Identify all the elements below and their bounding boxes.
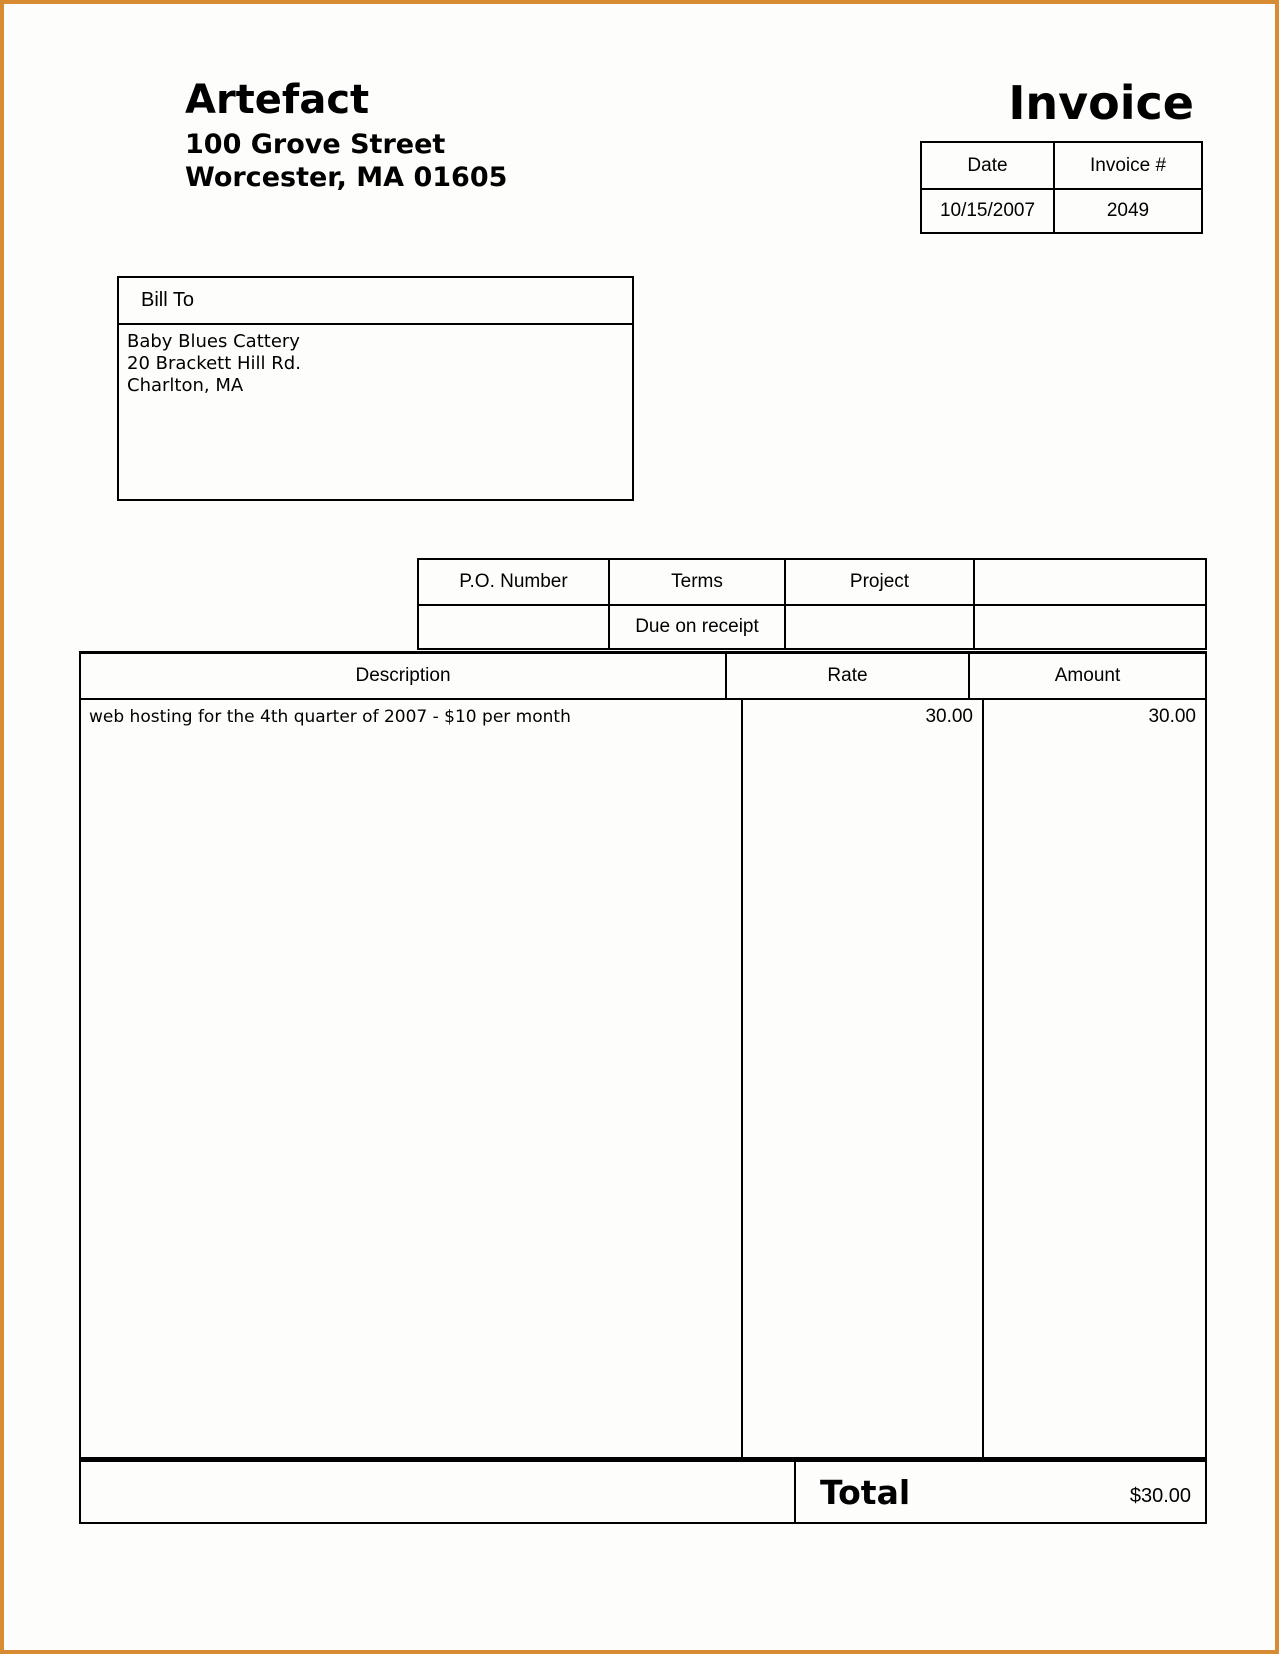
line-items-table (79, 651, 1207, 1459)
invoice-meta-table (920, 141, 1203, 234)
invoice-meta-header-row (922, 143, 1201, 190)
total-label: Total (820, 1472, 911, 1512)
project-header: Project (784, 560, 973, 604)
bill-to-address (119, 325, 632, 403)
rate-header: Rate (725, 654, 968, 698)
total-row (79, 1459, 1207, 1524)
line-item-row (81, 700, 1205, 1457)
extra-value (973, 606, 1205, 648)
po-number-header: P.O. Number (459, 571, 568, 592)
invoice-meta-value-row (922, 190, 1201, 232)
line-item-rate: 30.00 (741, 700, 982, 1457)
company-name: Artefact (185, 77, 370, 123)
line-items-header-row (81, 654, 1205, 700)
company-address-line1: 100 Grove Street (185, 129, 446, 160)
po-terms-table (417, 558, 1207, 650)
date-value: 10/15/2007 (939, 200, 1036, 221)
description-header: Description (355, 665, 451, 686)
bill-to-line2: 20 Brackett Hill Rd. (127, 353, 301, 374)
total-value: $30.00 (1129, 1484, 1191, 1507)
line-item-description: web hosting for the 4th quarter of 2007 - $10 per month (89, 707, 571, 727)
total-cell (796, 1462, 1205, 1522)
line-item-amount: 30.00 (982, 700, 1205, 1457)
bill-to-label: Bill To (119, 278, 632, 325)
total-row-empty-cell (81, 1462, 796, 1522)
invoice-number-header: Invoice # (1053, 143, 1201, 188)
bill-to-box (117, 276, 634, 501)
bill-to-line1: Baby Blues Cattery (127, 331, 300, 352)
po-number-value (419, 606, 608, 648)
bill-to-line3: Charlton, MA (127, 375, 244, 396)
po-terms-value-row (419, 606, 1205, 648)
project-value (784, 606, 973, 648)
po-terms-header-row (419, 560, 1205, 606)
page-title: Invoice (1008, 76, 1194, 130)
date-header: Date (967, 154, 1008, 176)
terms-value: Due on receipt (608, 606, 784, 648)
extra-header (973, 560, 1205, 604)
terms-header: Terms (608, 560, 784, 604)
company-address-line2: Worcester, MA 01605 (185, 162, 508, 193)
amount-header: Amount (968, 654, 1205, 698)
invoice-number-value: 2049 (1053, 190, 1201, 232)
